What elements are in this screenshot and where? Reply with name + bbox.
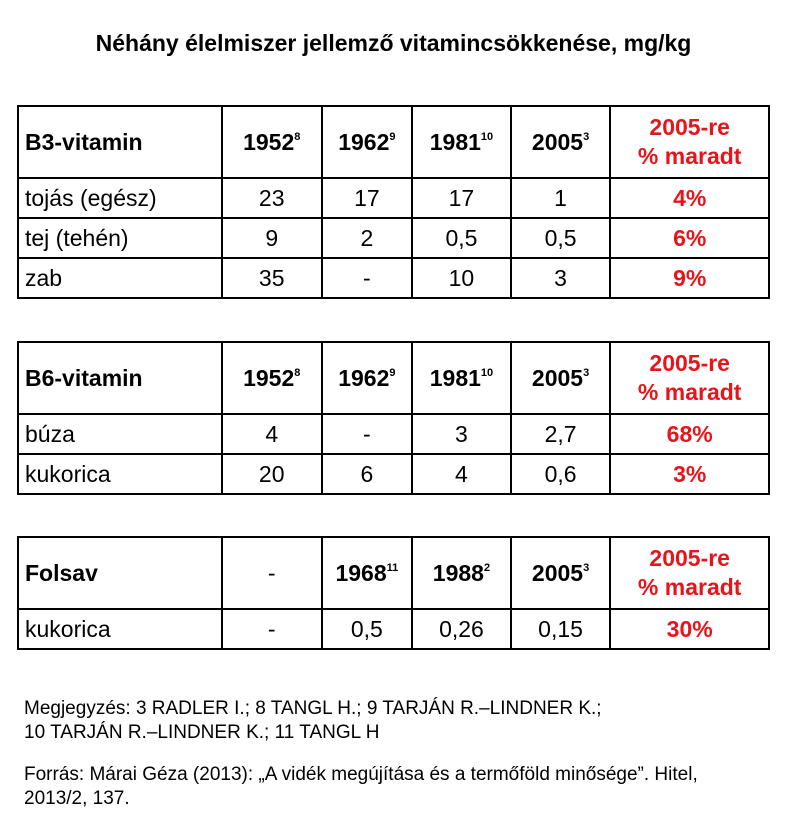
year-header: 2005$^3$ [511,106,611,178]
percent-cell: 4% [610,178,769,218]
percent-remaining-header: 2005-re % maradt [610,106,769,178]
year-header: 1952$^8$ [222,342,322,414]
value-cell: 2,7 [511,414,611,454]
year-header: 1952$^8$ [222,106,322,178]
year-header: 1988$^2$ [412,537,511,609]
food-name: búza [18,414,222,454]
value-cell: 17 [412,178,511,218]
value-cell: 0,5 [322,609,413,649]
value-cell: 4 [412,454,511,494]
b3-vitamin-table [17,105,770,299]
year-header: 1968$^{11}$ [322,537,413,609]
food-name: tej (tehén) [18,218,222,258]
value-cell: - [322,414,413,454]
vitamin-name: Folsav [18,537,222,609]
percent-remaining-header: 2005-re % maradt [610,342,769,414]
value-cell: 20 [222,454,322,494]
food-name: zab [18,258,222,298]
value-cell: 0,26 [412,609,511,649]
year-header: 1981$^{10}$ [412,342,511,414]
value-cell: 0,5 [511,218,611,258]
source-line: Forrás: Márai Géza (2013): „A vidék megújítása és a termőföld minősége”. Hitel, [24,764,698,785]
food-name: kukorica [18,609,222,649]
table-row [18,218,769,258]
table-row [18,414,769,454]
table-row [18,178,769,218]
year-header: 2005$^3$ [511,342,611,414]
table-row [18,258,769,298]
percent-cell: 30% [610,609,769,649]
folsav-table [17,536,770,650]
year-header: 1981$^{10}$ [412,106,511,178]
percent-cell: 3% [610,454,769,494]
value-cell: 17 [322,178,413,218]
value-cell: 10 [412,258,511,298]
food-name: kukorica [18,454,222,494]
source-text [24,763,764,811]
value-cell: 0,5 [412,218,511,258]
value-cell: 35 [222,258,322,298]
note-line: Megjegyzés: 3 RADLER I.; 8 TANGL H.; 9 TARJÁN R.–LINDNER K.; [24,698,602,719]
table-row [18,454,769,494]
value-cell: 9 [222,218,322,258]
value-cell: 23 [222,178,322,218]
value-cell: - [222,609,322,649]
b6-vitamin-table [17,341,770,495]
percent-cell: 9% [610,258,769,298]
year-header: 2005$^3$ [511,537,611,609]
table-header-row [18,537,769,609]
percent-remaining-header: 2005-re % maradt [610,537,769,609]
value-cell: 0,15 [511,609,611,649]
table-header-row [18,342,769,414]
value-cell: 3 [412,414,511,454]
percent-cell: 6% [610,218,769,258]
value-cell: 0,6 [511,454,611,494]
value-cell: 6 [322,454,413,494]
value-cell: - [322,258,413,298]
year-header: 1962$^9$ [322,342,413,414]
note-line: 10 TARJÁN R.–LINDNER K.; 11 TANGL H [24,722,380,743]
value-cell: 1 [511,178,611,218]
vitamin-name: B3-vitamin [18,106,222,178]
empty-year-header: - [222,537,322,609]
note-text [24,697,764,745]
page-title: Néhány élelmiszer jellemző vitamincsökkenése, mg/kg [95,30,692,56]
value-cell: 2 [322,218,413,258]
percent-cell: 68% [610,414,769,454]
value-cell: 3 [511,258,611,298]
table-row [18,609,769,649]
vitamin-name: B6-vitamin [18,342,222,414]
year-header: 1962$^9$ [322,106,413,178]
source-line: 2013/2, 137. [24,788,130,809]
value-cell: 4 [222,414,322,454]
table-header-row [18,106,769,178]
food-name: tojás (egész) [18,178,222,218]
